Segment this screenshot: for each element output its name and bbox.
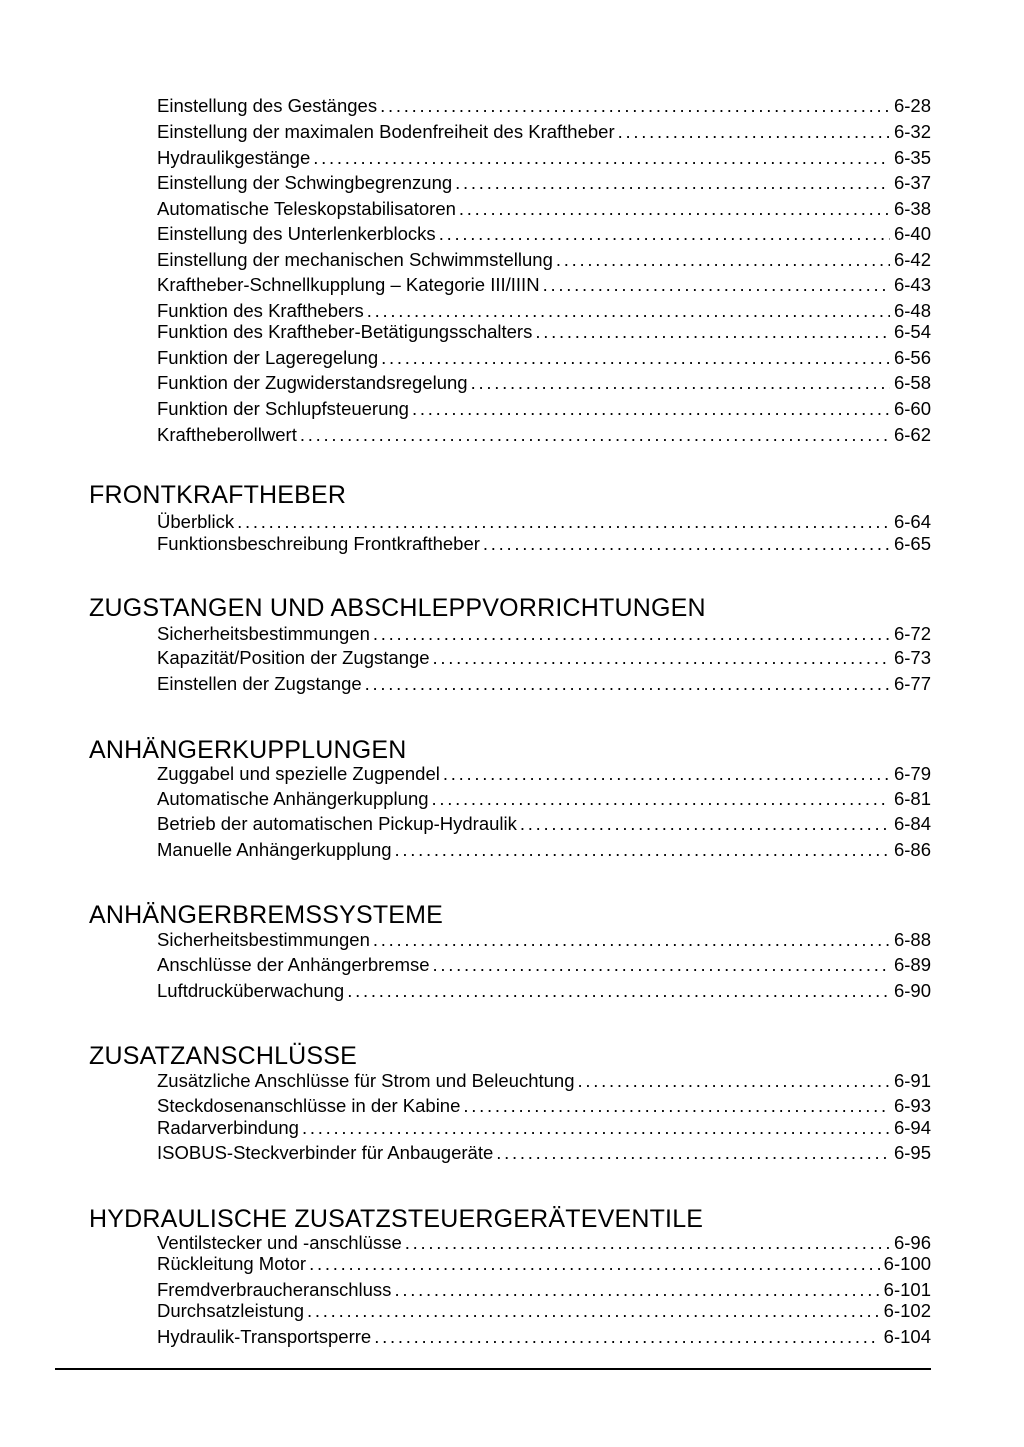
toc-entry-page: 6-40	[893, 223, 931, 244]
toc-leader-dots	[439, 222, 890, 246]
toc-entry[interactable]	[157, 94, 931, 118]
toc-entry-page: 6-84	[893, 813, 931, 834]
toc-entry-label: Zuggabel und spezielle Zugpendel	[157, 763, 440, 784]
toc-entry-label: Rückleitung Motor	[157, 1253, 307, 1274]
toc-entry-page: 6-32	[893, 121, 931, 142]
toc-section-heading[interactable]: HYDRAULISCHE ZUSATZSTEUERGERÄTEVENTILE	[89, 1205, 704, 1233]
toc-entry[interactable]	[157, 672, 931, 696]
toc-leader-dots	[347, 979, 890, 1003]
toc-entry-page: 6-60	[893, 398, 931, 419]
toc-entry-label: Funktion der Zugwiderstandsregelung	[157, 372, 468, 393]
toc-section-heading[interactable]: ZUGSTANGEN UND ABSCHLEPPVORRICHTUNGEN	[89, 594, 706, 622]
toc-entry[interactable]	[157, 622, 931, 646]
toc-leader-dots	[412, 397, 890, 421]
toc-leader-dots	[535, 320, 890, 344]
toc-entry-page: 6-62	[893, 424, 931, 445]
toc-entry-page: 6-102	[883, 1300, 931, 1321]
toc-entry-label: Anschlüsse der Anhängerbremse	[157, 954, 430, 975]
toc-entry-label: Steckdosenanschlüsse in der Kabine	[157, 1095, 461, 1116]
toc-entry[interactable]	[157, 171, 931, 195]
toc-entry-label: Funktion des Krafthebers	[157, 300, 364, 321]
toc-entry[interactable]	[157, 510, 931, 534]
toc-entry-page: 6-54	[893, 321, 931, 342]
toc-leader-dots	[381, 346, 890, 370]
toc-leader-dots	[543, 273, 890, 297]
toc-leader-dots	[373, 928, 890, 952]
toc-entry[interactable]	[157, 979, 931, 1003]
toc-entry-label: Radarverbindung	[157, 1117, 299, 1138]
toc-entry-page: 6-86	[893, 839, 931, 860]
toc-entry-page: 6-73	[893, 647, 931, 668]
toc-entry-page: 6-96	[893, 1232, 931, 1253]
toc-leader-dots	[471, 371, 890, 395]
toc-entry-label: Luftdrucküberwachung	[157, 980, 345, 1001]
toc-entry[interactable]	[157, 762, 931, 786]
toc-leader-dots	[309, 1252, 880, 1276]
toc-entry-page: 6-72	[893, 623, 931, 644]
toc-entry-page: 6-77	[893, 673, 931, 694]
toc-entry-label: Kapazität/Position der Zugstange	[157, 647, 430, 668]
footer-divider	[55, 1368, 931, 1370]
toc-entry[interactable]	[157, 1252, 931, 1276]
toc-entry-label: Überblick	[157, 511, 235, 532]
toc-entry-label: Einstellung der maximalen Bodenfreiheit des Kraftheber	[157, 121, 615, 142]
toc-entry-page: 6-42	[893, 249, 931, 270]
toc-entry-page: 6-100	[883, 1253, 931, 1274]
toc-leader-dots	[455, 171, 890, 195]
toc-leader-dots	[300, 423, 890, 447]
toc-entry-page: 6-38	[893, 198, 931, 219]
toc-entry-label: Sicherheitsbestimmungen	[157, 929, 370, 950]
toc-entry-label: Funktion der Schlupfsteuerung	[157, 398, 409, 419]
toc-leader-dots	[373, 622, 890, 646]
toc-entry-label: Automatische Anhängerkupplung	[157, 788, 429, 809]
toc-entry-page: 6-64	[893, 511, 931, 532]
toc-entry-label: Einstellung der mechanischen Schwimmstellung	[157, 249, 553, 270]
toc-entry[interactable]	[157, 371, 931, 395]
toc-entry[interactable]	[157, 397, 931, 421]
toc-leader-dots	[374, 1325, 879, 1349]
toc-entry[interactable]	[157, 532, 931, 556]
toc-entry-label: Einstellung der Schwingbegrenzung	[157, 172, 453, 193]
toc-entry-label: Automatische Teleskopstabilisatoren	[157, 198, 456, 219]
toc-entry-label: Durchsatzleistung	[157, 1300, 305, 1321]
toc-entry-page: 6-58	[893, 372, 931, 393]
toc-entry-page: 6-93	[893, 1095, 931, 1116]
toc-leader-dots	[496, 1141, 890, 1165]
toc-entry[interactable]	[157, 953, 931, 977]
toc-leader-dots	[578, 1069, 890, 1093]
toc-entry-page: 6-65	[893, 533, 931, 554]
toc-section-heading[interactable]: ANHÄNGERKUPPLUNGEN	[89, 736, 407, 764]
toc-entry[interactable]	[157, 787, 931, 811]
toc-entry-label: ISOBUS-Steckverbinder für Anbaugeräte	[157, 1142, 494, 1163]
toc-entry-label: Einstellen der Zugstange	[157, 673, 362, 694]
toc-entry[interactable]	[157, 146, 931, 170]
toc-leader-dots	[443, 762, 890, 786]
toc-entry-label: Kraftheber-Schnellkupplung – Kategorie III/IIIN	[157, 274, 540, 295]
toc-entry-page: 6-48	[893, 300, 931, 321]
toc-entry-label: Funktion des Kraftheber-Betätigungsschalters	[157, 321, 533, 342]
toc-leader-dots	[556, 248, 890, 272]
toc-entry-page: 6-94	[893, 1117, 931, 1138]
toc-entry-label: Sicherheitsbestimmungen	[157, 623, 370, 644]
toc-leader-dots	[302, 1116, 890, 1140]
toc-entry[interactable]	[157, 812, 931, 836]
toc-entry-label: Einstellung des Gestänges	[157, 95, 378, 116]
toc-entry-page: 6-37	[893, 172, 931, 193]
toc-entry-label: Ventilstecker und -anschlüsse	[157, 1232, 402, 1253]
toc-entry[interactable]	[157, 273, 931, 297]
toc-leader-dots	[520, 812, 890, 836]
toc-entry-label: Manuelle Anhängerkupplung	[157, 839, 392, 860]
toc-entry-page: 6-56	[893, 347, 931, 368]
toc-section-heading[interactable]: ANHÄNGERBREMSSYSTEME	[89, 901, 444, 929]
toc-entry-label: Zusätzliche Anschlüsse für Strom und Beleuchtung	[157, 1070, 575, 1091]
toc-entry[interactable]	[157, 928, 931, 952]
toc-entry[interactable]	[157, 120, 931, 144]
toc-entry[interactable]	[157, 423, 931, 447]
toc-leader-dots	[307, 1299, 880, 1323]
toc-entry[interactable]	[157, 1069, 931, 1093]
toc-entry-page: 6-28	[893, 95, 931, 116]
toc-entry[interactable]	[157, 1116, 931, 1140]
toc-leader-dots	[483, 532, 890, 556]
toc-entry-page: 6-104	[883, 1326, 931, 1347]
toc-leader-dots	[463, 1094, 890, 1118]
toc-leader-dots	[433, 646, 890, 670]
toc-entry-page: 6-101	[883, 1279, 931, 1300]
toc-entry-label: Hydraulikgestänge	[157, 147, 311, 168]
toc-entry[interactable]	[157, 346, 931, 370]
toc-entry-page: 6-90	[893, 980, 931, 1001]
toc-leader-dots	[618, 120, 890, 144]
toc-leader-dots	[313, 146, 890, 170]
toc-entry[interactable]	[157, 197, 931, 221]
toc-entry-label: Fremdverbraucheranschluss	[157, 1279, 392, 1300]
toc-leader-dots	[459, 197, 890, 221]
toc-entry[interactable]	[157, 248, 931, 272]
toc-entry[interactable]	[157, 1299, 931, 1323]
toc-entry-page: 6-89	[893, 954, 931, 975]
toc-entry[interactable]	[157, 646, 931, 670]
toc-entry-page: 6-95	[893, 1142, 931, 1163]
toc-section-heading[interactable]: ZUSATZANSCHLÜSSE	[89, 1042, 358, 1070]
toc-leader-dots	[365, 672, 890, 696]
toc-entry-label: Kraftheberollwert	[157, 424, 297, 445]
toc-entry-label: Funktion der Lageregelung	[157, 347, 379, 368]
toc-leader-dots	[433, 953, 890, 977]
toc-entry-label: Hydraulik-Transportsperre	[157, 1326, 372, 1347]
toc-entry[interactable]	[157, 838, 931, 862]
toc-entry-page: 6-79	[893, 763, 931, 784]
toc-entry-page: 6-43	[893, 274, 931, 295]
toc-leader-dots	[432, 787, 890, 811]
toc-entry-page: 6-81	[893, 788, 931, 809]
toc-entry-page: 6-35	[893, 147, 931, 168]
toc-leader-dots	[380, 94, 890, 118]
toc-entry-page: 6-88	[893, 929, 931, 950]
toc-entry-label: Betrieb der automatischen Pickup-Hydraulik	[157, 813, 517, 834]
toc-entry-label: Funktionsbeschreibung Frontkraftheber	[157, 533, 480, 554]
toc-section-heading[interactable]: FRONTKRAFTHEBER	[89, 481, 347, 509]
toc-entry[interactable]	[157, 1094, 931, 1118]
toc-entry[interactable]	[157, 222, 931, 246]
toc-leader-dots	[395, 838, 890, 862]
toc-entry[interactable]	[157, 1141, 931, 1165]
toc-entry[interactable]	[157, 320, 931, 344]
toc-entry-page: 6-91	[893, 1070, 931, 1091]
toc-entry-label: Einstellung des Unterlenkerblocks	[157, 223, 436, 244]
toc-entry[interactable]	[157, 1325, 931, 1349]
toc-leader-dots	[237, 510, 890, 534]
